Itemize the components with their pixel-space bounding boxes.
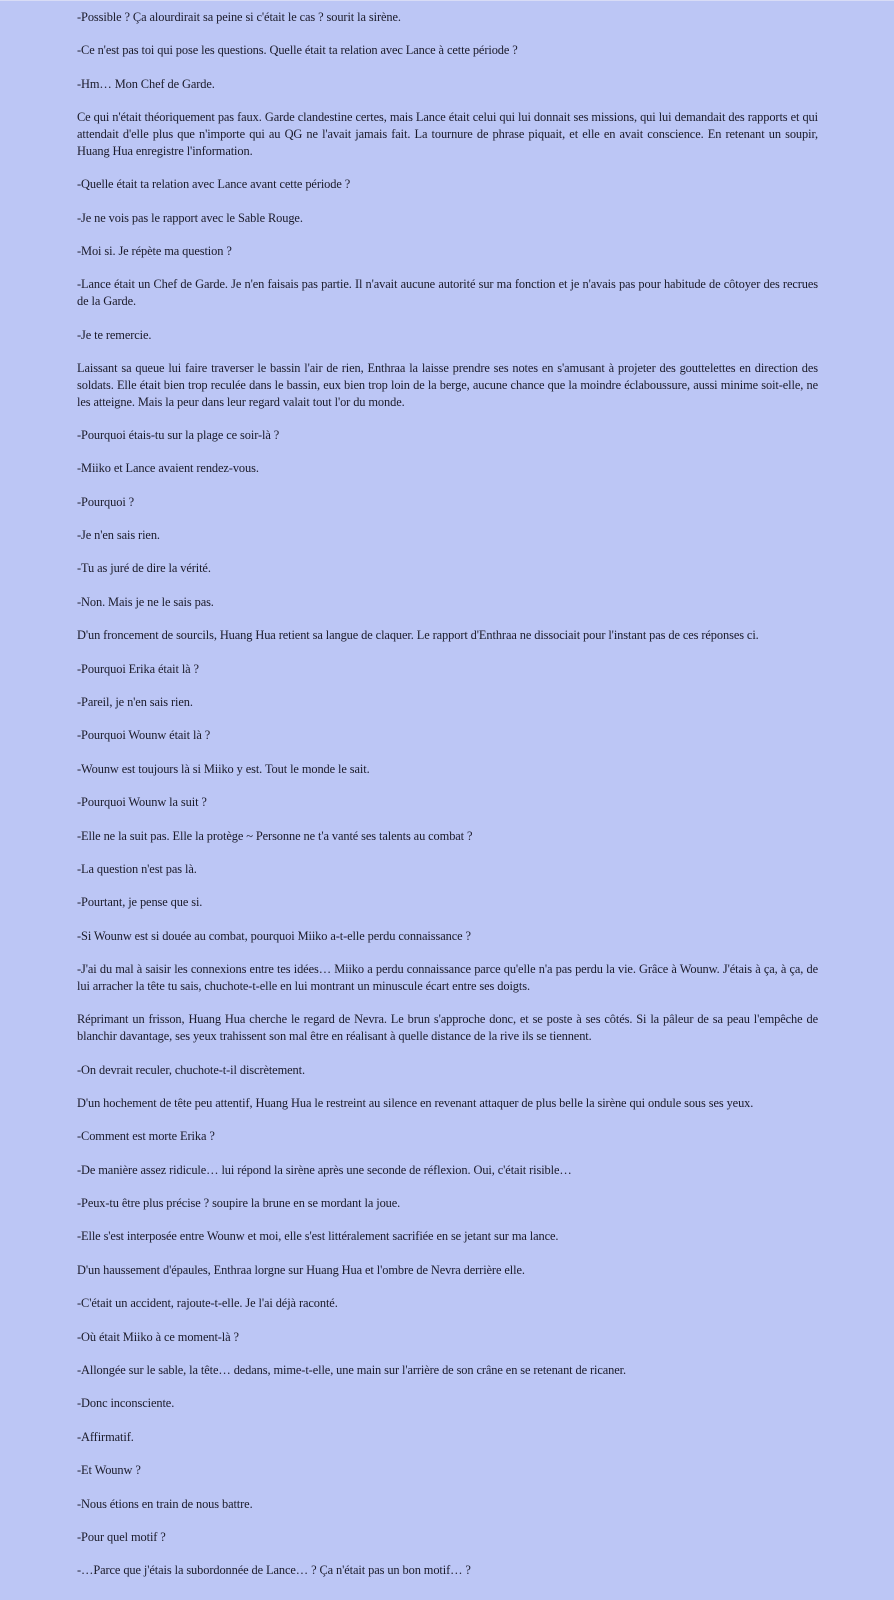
top-border — [0, 0, 894, 1]
paragraph: -Où était Miiko à ce moment-là ? — [77, 1329, 239, 1344]
paragraph: -Elle s'est interposée entre Wounw et moi, elle s'est littéralement sacrifiée en se jetant sur ma lance. — [77, 1229, 559, 1244]
paragraph: D'un haussement d'épaules, Enthraa lorgne sur Huang Hua et l'ombre de Nevra derrière elle. — [77, 1262, 525, 1277]
paragraph: -Donc inconsciente. — [77, 1396, 175, 1411]
paragraph: -Miiko et Lance avaient rendez-vous. — [77, 461, 259, 476]
paragraph: -Pareil, je n'en sais rien. — [77, 695, 193, 710]
paragraph: -Affirmatif. — [77, 1429, 134, 1444]
paragraph: -Pourquoi ? — [77, 494, 135, 509]
paragraph: D'un hochement de tête peu attentif, Huang Hua le restreint au silence en revenant attaquer de plus belle la sirène qui ondule sous ses yeux. — [77, 1095, 754, 1110]
paragraph: -Non. Mais je ne le sais pas. — [77, 594, 214, 609]
paragraph: -Hm… Mon Chef de Garde. — [77, 76, 215, 91]
paragraph: -Moi si. Je répète ma question ? — [77, 243, 232, 258]
paragraph: Réprimant un frisson, Huang Hua cherche le regard de Nevra. Le brun s'approche donc, et se poste à ses côtés. Si la pâleur de sa peau l'empêche de blanchir davantage, ses yeux trahissent son mal être en réalisant à quelle distance de la rive ils se tiennent. — [77, 1012, 818, 1044]
paragraph: -Peux-tu être plus précise ? soupire la brune en se mordant la joue. — [77, 1196, 401, 1211]
paragraph: -Je te remercie. — [77, 327, 152, 342]
paragraph: D'un froncement de sourcils, Huang Hua retient sa langue de claquer. Le rapport d'Enthraa ne dissociait pour l'instant pas de ces réponses ci. — [77, 628, 759, 643]
paragraph: -Tu as juré de dire la vérité. — [77, 561, 211, 576]
paragraph: -On devrait reculer, chuchote-t-il discrètement. — [77, 1062, 305, 1077]
paragraph: -Pourquoi Wounw la suit ? — [77, 795, 207, 810]
paragraph: -J'ai du mal à saisir les connexions entre tes idées… Miiko a perdu connaissance parce qu'elle n'a pas perdu la vie. Grâce à Wounw. J'étais à ça, à ça, de lui arracher la tête tu sais, chuchote-t-elle en lui montrant un minuscule écart entre ses doigts. — [77, 962, 818, 993]
paragraph: -Pourquoi Wounw était là ? — [77, 728, 211, 743]
paragraph: -Je n'en sais rien. — [77, 528, 160, 543]
paragraph: -Possible ? Ça alourdirait sa peine si c'était le cas ? sourit la sirène. — [77, 10, 401, 24]
story-text — [77, 9, 818, 1596]
paragraph: -Lance était un Chef de Garde. Je n'en faisais pas partie. Il n'avait aucune autorité sur ma fonction et je n'avais pas pour habitude de côtoyer des recrues de la Garde. — [77, 277, 818, 309]
paragraph: -Elle ne la suit pas. Elle la protège ~ Personne ne t'a vanté ses talents au combat ? — [77, 828, 473, 843]
paragraph: -Wounw est toujours là si Miiko y est. Tout le monde le sait. — [77, 761, 370, 776]
paragraph: -Et Wounw ? — [77, 1463, 141, 1478]
paragraph: -C'était un accident, rajoute-t-elle. Je l'ai déjà raconté. — [77, 1296, 338, 1311]
paragraph: -Pourtant, je pense que si. — [77, 895, 203, 910]
paragraph: Ce qui n'était théoriquement pas faux. Garde clandestine certes, mais Lance était celui qui lui donnait ses missions, qui lui demandait des rapports et qui attendait d'elle plus que n'importe qui au QG ne l'avait jamais fait. La tournure de phrase piquait, et elle en avait conscience. En retenant un soupir, Huang Hua enregistre l'information. — [77, 110, 818, 158]
paragraph: -Ce n'est pas toi qui pose les questions. Quelle était ta relation avec Lance à cette période ? — [77, 43, 518, 58]
paragraph: -Comment est morte Erika ? — [77, 1129, 215, 1144]
paragraph: -…Parce que j'étais la subordonnée de Lance… ? Ça n'était pas un bon motif… ? — [77, 1563, 471, 1578]
paragraph: -Quelle était ta relation avec Lance avant cette période ? — [77, 177, 351, 192]
paragraph: -De manière assez ridicule… lui répond la sirène après une seconde de réflexion. Oui, c'était risible… — [77, 1162, 572, 1177]
paragraph: -La question n'est pas là. — [77, 861, 197, 876]
paragraph: -Je ne vois pas le rapport avec le Sable Rouge. — [77, 210, 303, 225]
paragraph: -Nous étions en train de nous battre. — [77, 1496, 253, 1511]
paragraph: -Si Wounw est si douée au combat, pourquoi Miiko a-t-elle perdu connaissance ? — [77, 928, 471, 943]
paragraph: -Pourquoi étais-tu sur la plage ce soir-là ? — [77, 427, 280, 442]
paragraph: Laissant sa queue lui faire traverser le bassin l'air de rien, Enthraa la laisse prendre ses notes en s'amusant à projeter des gouttelettes en direction des soldats. Elle était bien trop reculée dans le bassin, eux bien trop loin de la berge, aucune chance que la moindre éclaboussure, aussi minime soit-elle, ne les atteigne. Mais la peur dans leur regard valait tout l'or du monde. — [77, 360, 818, 409]
paragraph: -Pourquoi Erika était là ? — [77, 661, 199, 676]
paragraph: -Pour quel motif ? — [77, 1529, 166, 1544]
paragraph: -Allongée sur le sable, la tête… dedans, mime-t-elle, une main sur l'arrière de son crâne en se retenant de ricaner. — [77, 1363, 627, 1378]
